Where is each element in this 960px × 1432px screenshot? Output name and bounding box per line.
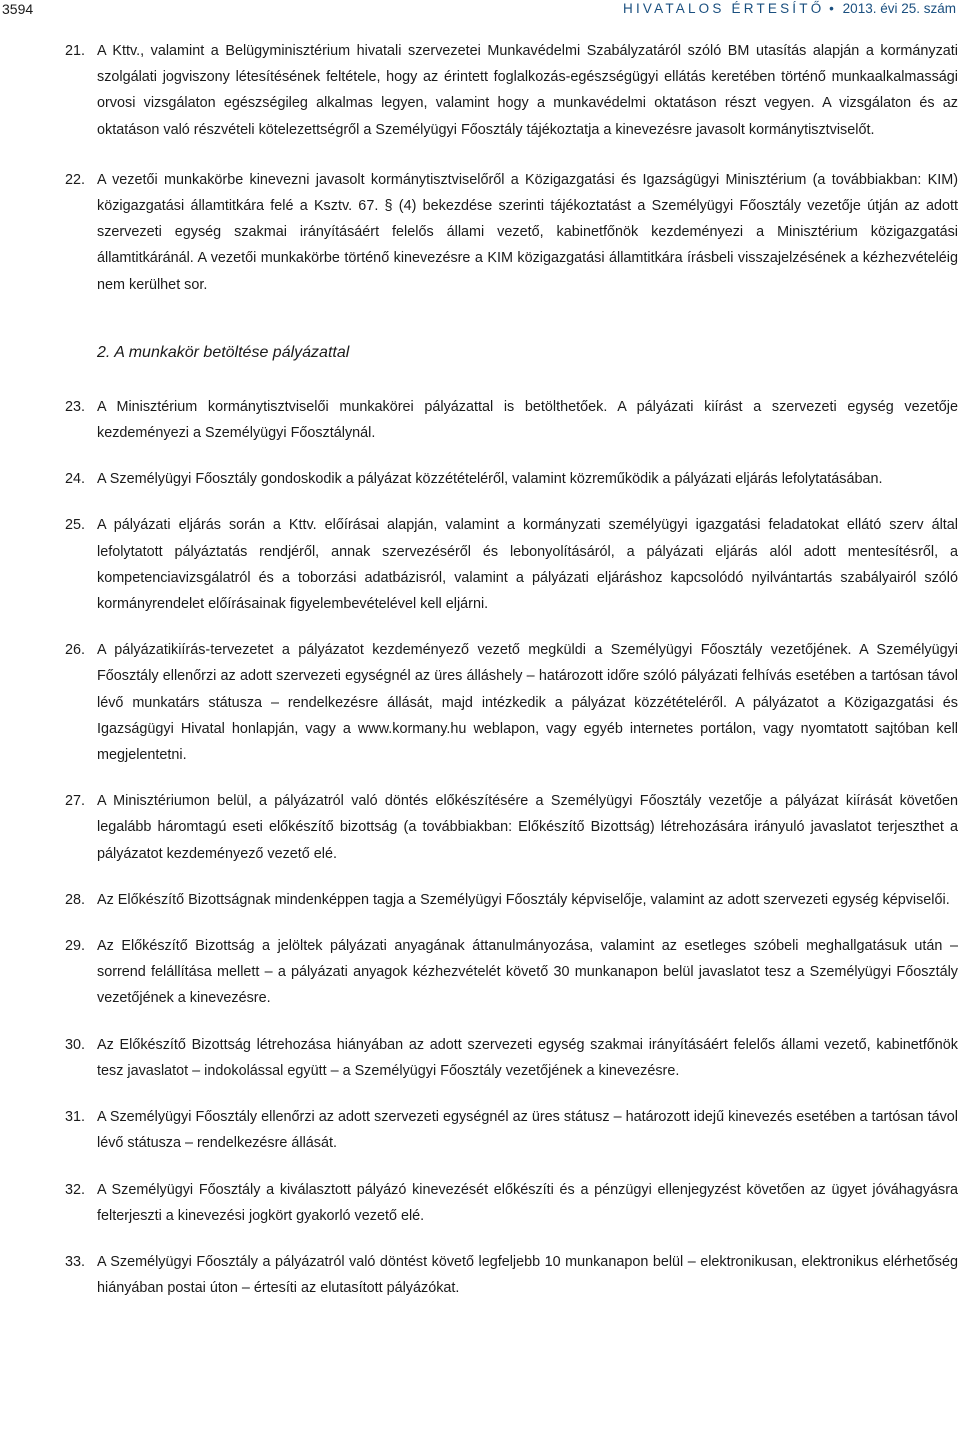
page-number: 3594 xyxy=(2,1,34,17)
paragraph-24 xyxy=(0,466,960,492)
issue-label: 2013. évi 25. szám xyxy=(842,1,956,16)
paragraph-23 xyxy=(0,394,960,446)
paragraph-text: A pályázatikiírás-tervezetet a pályázatot kezdeményező vezető megküldi a Személyügyi Főosztály vezetőjének. A Személyügyi Főosztály ellenőrzi az adott szervezeti egységnél az üres álláshely – határozott időre szóló pályázati felhívás esetében a tartósan távol lévő munkatárs státusza – rendelkezésre állását, majd intézkedik a pályázat közzétételéről. A pályázatot a Közigazgatási és Igazságügyi Hivatal honlapján, vagy a www.kormany.hu weblapon, vagy egyéb internetes portálon, vagy nyomtatott sajtóban kell megjelentetni. xyxy=(97,642,958,764)
journal-info xyxy=(623,0,956,18)
paragraph-number: 32. xyxy=(65,1181,86,1198)
paragraph-number: 25. xyxy=(65,517,86,534)
paragraph-31 xyxy=(0,1104,960,1156)
paragraph-33 xyxy=(0,1249,960,1301)
paragraph-text: A Személyügyi Főosztály a kiválasztott pályázó kinevezését előkészíti és a pénzügyi ellenjegyzést követően az ügyet jóváhagyásra felterjeszti a kinevezési jogkört gyakorló vezető elé. xyxy=(97,1181,958,1224)
paragraph-text: A pályázati eljárás során a Kttv. előírásai alapján, valamint a kormányzati személyügyi igazgatási feladatokat ellátó szerv által lefolytatott pályáztatás rendjéről, annak szervezéséről és lebonyolításáról, a pályázati eljárás alól adott mentesítésről, a kompetenciavizsgálatról és a toborzási adatbázisról, valamint a pályázati eljáráshoz kapcsolódó nyilvántartás szabályairól szóló kormányrendelet előírásainak figyelembevételével kell eljárni. xyxy=(97,517,958,613)
paragraph-text: A Minisztériumon belül, a pályázatról való döntés előkészítésére a Személyügyi Főosztály vezetője a pályázat kiírását követően legalább háromtagú eseti előkészítő bizottság (a továbbiakban: Előkészítő Bizottság) létrehozására irányuló javaslatot terjeszthet a pályázatot kezdeményező vezető elé. xyxy=(97,793,958,862)
paragraph-number: 27. xyxy=(65,793,86,810)
paragraph-text: A Személyügyi Főosztály a pályázatról való döntést követő legfeljebb 10 munkanapon belül – elektronikusan, elektronikus elérhetőség hiányában postai úton – értesíti az elutasított pályázókat. xyxy=(97,1253,958,1297)
paragraph-number: 29. xyxy=(65,938,86,955)
paragraph-22 xyxy=(0,167,960,298)
paragraph-26 xyxy=(0,637,960,768)
section-heading: 2. A munkakör betöltése pályázattal xyxy=(97,343,350,361)
paragraph-32 xyxy=(0,1177,960,1229)
page-header xyxy=(0,0,960,22)
paragraph-29 xyxy=(0,933,960,1012)
paragraph-number: 22. xyxy=(65,171,86,188)
paragraph-text: A Minisztérium kormánytisztviselői munkakörei pályázattal is betölthetőek. A pályázati kiírást a szervezeti egység vezetője kezdeményezi a Személyügyi Főosztálynál. xyxy=(97,398,958,442)
paragraph-number: 31. xyxy=(65,1109,86,1126)
document-body xyxy=(0,38,960,1301)
paragraph-number: 21. xyxy=(65,43,86,59)
paragraph-number: 24. xyxy=(65,471,86,488)
paragraph-text: A Személyügyi Főosztály ellenőrzi az adott szervezeti egységnél az üres státusz – határozott idejű kinevezés esetében a tartósan távol lévő státusza – rendelkezésre állását. xyxy=(97,1109,958,1152)
paragraph-text: Az Előkészítő Bizottságnak mindenképpen tagja a Személyügyi Főosztály képviselője, valamint az adott szervezeti egység képviselői. xyxy=(97,891,950,908)
paragraph-21 xyxy=(0,38,960,143)
journal-title: HIVATALOS ÉRTESÍTŐ xyxy=(623,1,825,16)
paragraph-number: 28. xyxy=(65,891,86,908)
paragraph-25 xyxy=(0,512,960,617)
paragraph-text: Az Előkészítő Bizottság létrehozása hiányában az adott szervezeti egység szakmai irányításáért felelős állami vezető, kabinetfőnök tesz javaslatot – indokolással együtt – a Személyügyi Főosztály vezetőjének a kinevezésre. xyxy=(97,1036,958,1079)
paragraph-text: Az Előkészítő Bizottság a jelöltek pályázati anyagának áttanulmányozása, valamint az esetleges szóbeli meghallgatásuk után – sorrend felállítása mellett – a pályázati anyagok kézhezvételét követő 30 munkanapon belül javaslatot tesz a Személyügyi Főosztály vezetőjének a kinevezésre. xyxy=(97,938,958,1007)
paragraph-27 xyxy=(0,788,960,867)
separator-dot: • xyxy=(829,1,834,16)
paragraph-28 xyxy=(0,887,960,913)
paragraph-text: A Kttv., valamint a Belügyminisztérium hivatali szervezetei Munkavédelmi Szabályzatáról szóló BM utasítás alapján a kormányzati szolgálati jogviszony létesítésének feltétele, hogy az érintett foglalkozás-egészségügyi ellátás keretében történő munkaalkalmassági orvosi vizsgálaton egészségileg alkalmas legyen, valamint hogy a munkavédelmi oktatáson részt vegyen. A vizsgálaton és az oktatáson való részvételi kötelezettségről a Személyügyi Főosztály tájékoztatja a kinevezésre javasolt kormánytisztviselőt. xyxy=(97,43,958,138)
paragraph-30 xyxy=(0,1032,960,1084)
paragraph-number: 30. xyxy=(65,1036,86,1053)
paragraph-number: 23. xyxy=(65,398,86,415)
paragraph-number: 33. xyxy=(65,1253,86,1270)
paragraph-text: A vezetői munkakörbe kinevezni javasolt kormánytisztviselőről a Közigazgatási és Igazságügyi Minisztérium (a továbbiakban: KIM) közigazgatási államtitkára felé a Ksztv. 67. § (4) bekezdése szerinti tájékoztatást a Személyügyi Főosztály vezetője útján az adott szervezeti egység szakmai irányításáért felelős állami vezető, kabinetfőnök kezdeményezi a Minisztérium közigazgatási államtitkáránál. A vezetői munkakörbe történő kinevezésre a KIM közigazgatási államtitkára írásbeli visszajelzésének a kézhezvételéig nem kerülhet sor. xyxy=(97,171,958,293)
paragraph-number: 26. xyxy=(65,642,86,659)
paragraph-text: A Személyügyi Főosztály gondoskodik a pályázat közzétételéről, valamint közreműködik a pályázati eljárás lefolytatásában. xyxy=(97,471,883,488)
